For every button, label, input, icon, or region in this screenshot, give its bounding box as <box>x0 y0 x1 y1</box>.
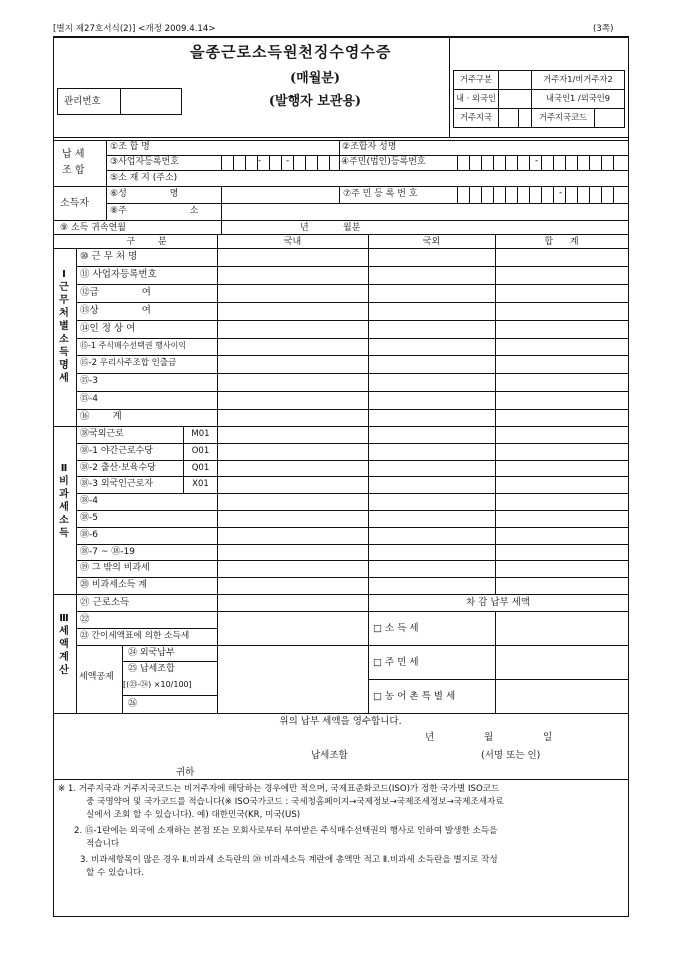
union-name-input[interactable] <box>222 141 338 154</box>
s2-code-3: X01 <box>192 479 209 489</box>
receipt-day: 일 <box>543 732 553 743</box>
earner-address-label: ⑧주 소 <box>110 206 199 216</box>
s2-row-8: ⑲ 그 밖의 비과세 <box>80 563 150 573</box>
note-3-cont: 할 수 있습니다. <box>86 868 145 878</box>
s2-row-7: ⑱-7 ~ ⑱-19 <box>80 547 135 557</box>
s3-earned-income: ㉑ 근로소득 <box>80 597 130 608</box>
page-number: (3쪽) <box>593 24 614 34</box>
note-3: 3. 비과세항목이 많은 경우 Ⅱ.비과세 소득란의 ⑳ 비과세소득 계란에 총액만 적고 Ⅱ.비과세 소득란을 별지로 작성 <box>80 855 498 865</box>
note-1-cont1: 중 국명약어 및 국가코드를 적습니다(※ ISO국가코드 : 국세청홈페이지→국제정보→국제조세정보→국제조세자료 <box>86 797 504 807</box>
earner-name-label: ⑥성 명 <box>110 189 179 199</box>
s2-row-1: ⑱-1 야간근로수당 <box>80 446 153 456</box>
s1-row-workplace: ⑩ 근 무 처 명 <box>80 251 138 262</box>
note-2: 2. ⑮-1란에는 외국에 소재하는 본점 또는 모회사로부터 부여받은 주식매수선택권의 행사로 인하여 발생한 소득을 <box>74 826 498 836</box>
management-number-label: 관리번호 <box>64 96 101 107</box>
country-code-label: 거주지국코드 <box>538 112 588 122</box>
s2-row-5: ⑱-5 <box>80 513 98 523</box>
receipt-signature[interactable]: (서명 또는 인) <box>481 750 541 761</box>
note-1-cont2: 실에서 조회 할 수 있습니다). 예) 대한민국(KR, 미국(US) <box>86 810 301 820</box>
s1-row-stock-option: ⑮-1 주식매수선택권 행사이익 <box>80 341 187 350</box>
union-regno-label: ④주민(법인)등록번호 <box>341 157 426 167</box>
col-category: 구 분 <box>126 237 167 247</box>
note-2-cont: 적습니다 <box>86 839 120 849</box>
nationality-value[interactable]: 내국인1 /외국인9 <box>545 93 611 103</box>
period-year: 년 <box>300 223 309 233</box>
paid-income-tax[interactable]: □ 소 득 세 <box>373 623 419 634</box>
paid-resident-tax[interactable]: □ 주 민 세 <box>373 657 419 668</box>
s2-row-9: ⑳ 비과세소득 계 <box>80 580 147 590</box>
paid-rural-tax[interactable]: □ 농 어 촌 특 별 세 <box>373 691 456 702</box>
residency-type-value[interactable]: 거주자1/비거주자2 <box>543 74 613 84</box>
union-name-label: ①조 합 명 <box>110 142 150 152</box>
management-number-input[interactable] <box>122 90 178 112</box>
receipt-union: 납세조합 <box>311 750 348 761</box>
union-bizno-label: ③사업자등록번호 <box>110 157 179 167</box>
earner-address-input[interactable] <box>222 205 622 219</box>
period-month: 월분 <box>343 223 361 233</box>
nationality-label: 내 · 외국인 <box>456 93 496 103</box>
s1-row-salary: ⑫급 여 <box>80 287 151 298</box>
s3-row26: ㉖ <box>128 699 138 709</box>
s2-code-2: Q01 <box>191 463 210 473</box>
form-reference: [별지 제27호서식(2)] <개정 2009.4.14> <box>53 24 216 34</box>
form-subtitle-copy: (발행자 보관용) <box>268 94 362 109</box>
col-total: 합 계 <box>544 237 579 247</box>
section2-label: Ⅱ 비과세소득 <box>59 463 69 539</box>
country-label: 거주지국 <box>459 112 493 122</box>
section1-label: Ⅰ 근무처별소득명세 <box>59 269 69 384</box>
union-address-label: ⑤소 재 지 (주소) <box>110 173 178 183</box>
receipt-month: 월 <box>484 732 494 743</box>
s1-row-total: ⑯ 계 <box>80 411 122 422</box>
s1-row-bonus: ⑬상 여 <box>80 305 151 316</box>
s3-union-deduction: ㉕ 납세조합 <box>128 664 175 674</box>
receipt-year: 년 <box>425 732 435 743</box>
form-subtitle-monthly: (매월분) <box>290 71 340 86</box>
s2-row-0: ⑱국외근로 <box>80 429 124 439</box>
s3-deduction-label: 세액공제 <box>79 672 114 682</box>
col-foreign: 국외 <box>422 237 441 247</box>
receipt-statement: 위의 납부 세액을 영수합니다. <box>279 716 402 727</box>
s2-code-1: O01 <box>191 446 210 456</box>
section3-label: Ⅲ 세액계산 <box>59 613 69 676</box>
union-address-input[interactable] <box>222 172 622 185</box>
earner-group-label: 소득자 <box>60 198 89 209</box>
s2-row-2: ⑱-2 출산·보육수당 <box>80 463 156 473</box>
note-1: ※ 1. 거주지국과 거주지국코드는 비거주자에 해당하는 경우에만 적으며, 국제표준화코드(ISO)가 정한 국가별 ISO코드 <box>58 784 500 794</box>
s1-row-other3: ⑮-3 <box>80 376 98 386</box>
col-domestic: 국내 <box>283 237 302 247</box>
earner-name-input[interactable] <box>222 188 338 202</box>
s1-row-other4: ⑮-4 <box>80 394 98 404</box>
s3-union-formula: [(㉓-㉔) ×10/100] <box>123 680 192 689</box>
s3-row22: ㉒ <box>80 614 90 625</box>
earner-rrn-label: ⑦주 민 등 록 번 호 <box>343 189 418 199</box>
s2-row-4: ⑱-4 <box>80 496 98 506</box>
s2-row-6: ⑱-6 <box>80 530 98 540</box>
union-rep-label: ②조합자 성명 <box>342 142 397 152</box>
s1-row-bizno: ⑪ 사업자등록번호 <box>80 269 157 280</box>
s2-row-3: ⑱-3 외국인근로자 <box>80 479 153 489</box>
residency-type-label: 거주구분 <box>459 74 493 84</box>
union-group-label: 납 세 조 합 <box>62 149 85 176</box>
period-label: ⑨ 소득 귀속연월 <box>60 223 126 233</box>
s3-foreign-paid: ㉔ 외국납부 <box>128 648 175 658</box>
s1-row-deemed-bonus: ⑭인 정 상 여 <box>80 323 136 334</box>
s1-row-esop: ⑮-2 우리사주조합 인출금 <box>80 358 177 368</box>
paid-tax-header: 차 감 납부 세액 <box>465 597 531 608</box>
form-title: 을종근로소득원천징수영수증 <box>190 43 392 61</box>
s2-code-0: M01 <box>191 429 210 439</box>
s3-simplified-tax: ㉓ 간이세액표에 의한 소득세 <box>80 631 190 641</box>
receipt-addressee: 귀하 <box>176 767 195 778</box>
